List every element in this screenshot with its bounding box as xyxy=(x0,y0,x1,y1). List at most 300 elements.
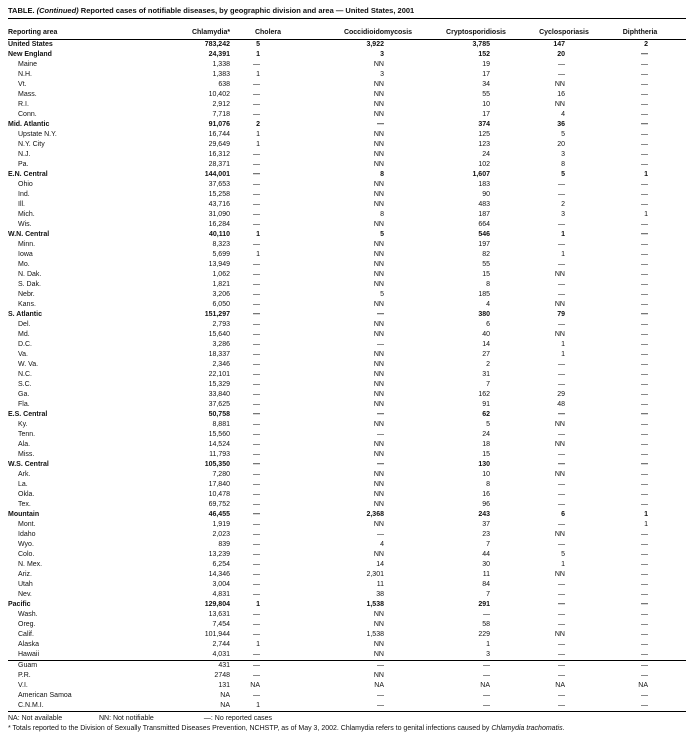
value-cell: — xyxy=(558,481,565,488)
table-row xyxy=(8,580,686,590)
value-cell: — xyxy=(641,321,648,328)
value-cell: 36 xyxy=(557,121,565,128)
value-cell: NN xyxy=(554,471,565,478)
reporting-area-cell: Maine xyxy=(18,61,38,68)
reporting-area-cell: Mo. xyxy=(18,261,30,268)
value-cell: — xyxy=(558,491,565,498)
reporting-area-cell: Va. xyxy=(18,351,28,358)
table-row xyxy=(8,570,686,580)
value-cell: — xyxy=(641,91,648,98)
value-cell: 2,912 xyxy=(212,101,230,108)
value-cell: 3 xyxy=(380,51,384,58)
value-cell: 1 xyxy=(644,511,648,518)
reporting-area-cell: C.N.M.I. xyxy=(18,702,44,709)
value-cell: — xyxy=(641,101,648,108)
value-cell: — xyxy=(253,171,260,178)
value-cell: 1 xyxy=(561,251,565,258)
value-cell: — xyxy=(641,241,648,248)
footnote-period: . xyxy=(562,725,565,732)
value-cell: — xyxy=(641,341,648,348)
value-cell: 2,744 xyxy=(212,641,230,648)
value-cell: 8 xyxy=(561,161,565,168)
value-cell: — xyxy=(641,131,648,138)
reporting-area-cell: P.R. xyxy=(18,672,31,679)
value-cell: 11,793 xyxy=(209,451,230,458)
reporting-area-cell: New England xyxy=(8,51,52,58)
reporting-area-cell: Fla. xyxy=(18,401,30,408)
reporting-area-cell: Conn. xyxy=(18,111,37,118)
value-cell: — xyxy=(253,371,260,378)
value-cell: 1,338 xyxy=(212,61,230,68)
table-row xyxy=(8,80,686,90)
table-row xyxy=(8,460,686,470)
table-row xyxy=(8,160,686,170)
value-cell: 101,944 xyxy=(204,631,230,638)
value-cell: — xyxy=(641,191,648,198)
value-cell: 123 xyxy=(478,141,490,148)
table-row xyxy=(8,360,686,370)
value-cell: 1 xyxy=(644,211,648,218)
value-cell: NN xyxy=(554,101,565,108)
value-cell: — xyxy=(641,251,648,258)
value-cell: — xyxy=(641,281,648,288)
value-cell: NN xyxy=(373,151,384,158)
value-cell: NN xyxy=(373,91,384,98)
col-header-coccidioidomycosis: Coccidioidomycosis xyxy=(343,29,413,36)
table-row xyxy=(8,450,686,460)
value-cell: NA xyxy=(220,692,230,699)
value-cell: NN xyxy=(373,381,384,388)
value-cell: 69,752 xyxy=(208,501,230,508)
col-header-diphtheria: Diphtheria xyxy=(622,29,658,36)
value-cell: 4,031 xyxy=(212,651,230,658)
value-cell: NN xyxy=(373,611,384,618)
value-cell: — xyxy=(253,291,260,298)
column-header-row xyxy=(8,19,686,40)
table-row xyxy=(8,290,686,300)
table-row xyxy=(8,220,686,230)
value-cell: 15,560 xyxy=(208,431,230,438)
value-cell: 1 xyxy=(256,141,260,148)
value-cell: — xyxy=(558,692,565,699)
table-title-text: Reported cases of notifiable diseases, by geographic division and area — United States, 2001 xyxy=(78,6,415,15)
table-row xyxy=(8,280,686,290)
value-cell: — xyxy=(641,662,648,669)
value-cell: NN xyxy=(373,261,384,268)
value-cell: 44 xyxy=(482,551,490,558)
table-row xyxy=(8,390,686,400)
table-row xyxy=(8,330,686,340)
value-cell: — xyxy=(483,662,490,669)
table-row xyxy=(8,120,686,130)
value-cell: — xyxy=(253,101,260,108)
value-cell: — xyxy=(558,181,565,188)
table-row xyxy=(8,681,686,691)
value-cell: NN xyxy=(373,621,384,628)
reporting-area-cell: La. xyxy=(18,481,28,488)
value-cell: NA xyxy=(250,682,260,689)
reporting-area-cell: Vt. xyxy=(18,81,27,88)
value-cell: 3,004 xyxy=(212,581,230,588)
table-row xyxy=(8,380,686,390)
table-row xyxy=(8,691,686,701)
reporting-area-cell: Hawaii xyxy=(18,651,40,658)
reporting-area-cell: Pacific xyxy=(8,601,31,608)
value-cell: NN xyxy=(373,421,384,428)
value-cell: — xyxy=(253,621,260,628)
value-cell: 84 xyxy=(482,581,490,588)
reporting-area-cell: Upstate N.Y. xyxy=(18,131,57,138)
value-cell: 129,804 xyxy=(204,601,230,608)
table-row xyxy=(8,550,686,560)
reporting-area-cell: Mass. xyxy=(18,91,37,98)
reporting-area-cell: Nev. xyxy=(18,591,32,598)
value-cell: 34 xyxy=(482,81,490,88)
value-cell: 151,297 xyxy=(204,311,230,318)
value-cell: 243 xyxy=(478,511,490,518)
value-cell: NN xyxy=(373,401,384,408)
value-cell: NN xyxy=(373,181,384,188)
value-cell: — xyxy=(253,341,260,348)
value-cell: — xyxy=(253,271,260,278)
value-cell: 2 xyxy=(486,361,490,368)
table-row xyxy=(8,200,686,210)
reporting-area-cell: N. Mex. xyxy=(18,561,43,568)
footnote-text: * Totals reported to the Division of Sexually Transmitted Diseases Prevention, NCHSTP, as of May 3, 2002. Chlamydia refers to genital infections caused by xyxy=(8,725,492,732)
reporting-area-cell: Colo. xyxy=(18,551,35,558)
table-row xyxy=(8,180,686,190)
value-cell: — xyxy=(641,451,648,458)
value-cell: 431 xyxy=(218,662,230,669)
value-cell: 185 xyxy=(478,291,490,298)
value-cell: 4 xyxy=(486,301,490,308)
reporting-area-cell: Utah xyxy=(18,581,33,588)
value-cell: — xyxy=(253,351,260,358)
value-cell: NN xyxy=(373,551,384,558)
value-cell: — xyxy=(377,121,384,128)
reporting-area-cell: Minn. xyxy=(18,241,36,248)
table-row xyxy=(8,701,686,712)
value-cell: 1 xyxy=(256,251,260,258)
value-cell: — xyxy=(558,651,565,658)
value-cell: 291 xyxy=(478,601,490,608)
value-cell: 2,346 xyxy=(212,361,230,368)
value-cell: NN xyxy=(554,81,565,88)
value-cell: NN xyxy=(373,201,384,208)
value-cell: — xyxy=(483,611,490,618)
reporting-area-cell: Del. xyxy=(18,321,31,328)
value-cell: 40,110 xyxy=(208,231,230,238)
value-cell: — xyxy=(253,161,260,168)
footnote xyxy=(8,724,686,734)
reporting-area-cell: Mont. xyxy=(18,521,36,528)
value-cell: — xyxy=(641,692,648,699)
table-row xyxy=(8,140,686,150)
value-cell: 58 xyxy=(482,621,490,628)
value-cell: NN xyxy=(373,111,384,118)
reporting-area-cell: Md. xyxy=(18,331,30,338)
value-cell: — xyxy=(558,261,565,268)
value-cell: NN xyxy=(373,131,384,138)
value-cell: — xyxy=(377,692,384,699)
value-cell: — xyxy=(641,71,648,78)
value-cell: 15,258 xyxy=(208,191,230,198)
value-cell: — xyxy=(641,61,648,68)
value-cell: NN xyxy=(554,631,565,638)
value-cell: — xyxy=(641,331,648,338)
value-cell: NA xyxy=(220,702,230,709)
value-cell: 14 xyxy=(376,561,384,568)
table-row xyxy=(8,560,686,570)
value-cell: 162 xyxy=(478,391,490,398)
value-cell: 3,785 xyxy=(472,41,490,48)
value-cell: 18,337 xyxy=(208,351,230,358)
value-cell: 2,301 xyxy=(366,571,384,578)
value-cell: — xyxy=(253,321,260,328)
value-cell: 1 xyxy=(256,702,260,709)
col-header-cryptosporidiosis: Cryptosporidiosis xyxy=(446,29,506,36)
value-cell: — xyxy=(641,141,648,148)
reporting-area-cell: N.Y. City xyxy=(18,141,45,148)
value-cell: — xyxy=(377,531,384,538)
value-cell: 125 xyxy=(478,131,490,138)
table-row xyxy=(8,50,686,60)
value-cell: — xyxy=(641,301,648,308)
value-cell: 16,312 xyxy=(208,151,230,158)
table-row xyxy=(8,540,686,550)
reporting-area-cell: Ky. xyxy=(18,421,28,428)
value-cell: 33,840 xyxy=(208,391,230,398)
value-cell: NN xyxy=(373,191,384,198)
table-row xyxy=(8,270,686,280)
reporting-area-cell: United States xyxy=(8,41,53,48)
value-cell: 229 xyxy=(478,631,490,638)
value-cell: 10,402 xyxy=(208,91,230,98)
value-cell: — xyxy=(377,702,384,709)
value-cell: 3 xyxy=(561,211,565,218)
reporting-area-cell: S.C. xyxy=(18,381,32,388)
reporting-area-cell: Pa. xyxy=(18,161,29,168)
value-cell: — xyxy=(253,531,260,538)
reporting-area-cell: Wyo. xyxy=(18,541,34,548)
reporting-area-cell: Mountain xyxy=(8,511,40,518)
value-cell: 46,455 xyxy=(208,511,230,518)
value-cell: — xyxy=(641,401,648,408)
value-cell: — xyxy=(253,631,260,638)
value-cell: NN xyxy=(373,161,384,168)
value-cell: — xyxy=(253,81,260,88)
value-cell: — xyxy=(641,261,648,268)
value-cell: — xyxy=(641,641,648,648)
footnote-species-italic: Chlamydia trachomatis xyxy=(491,725,563,732)
value-cell: — xyxy=(253,361,260,368)
value-cell: — xyxy=(641,461,648,468)
table-title xyxy=(8,6,686,19)
table-row xyxy=(8,510,686,520)
value-cell: 55 xyxy=(482,91,490,98)
value-cell: — xyxy=(253,191,260,198)
value-cell: — xyxy=(377,311,384,318)
value-cell: 3 xyxy=(561,151,565,158)
value-cell: — xyxy=(641,621,648,628)
table-row xyxy=(8,210,686,220)
value-cell: NN xyxy=(373,241,384,248)
territory-rows xyxy=(8,661,686,712)
value-cell: 30 xyxy=(482,561,490,568)
reporting-area-cell: W. Va. xyxy=(18,361,39,368)
value-cell: 15 xyxy=(482,451,490,458)
reporting-area-cell: Okla. xyxy=(18,491,35,498)
value-cell: 1 xyxy=(256,231,260,238)
table-row xyxy=(8,530,686,540)
value-cell: — xyxy=(641,471,648,478)
value-cell: — xyxy=(558,461,565,468)
value-cell: — xyxy=(377,431,384,438)
value-cell: — xyxy=(558,191,565,198)
value-cell: 5,699 xyxy=(212,251,230,258)
value-cell: — xyxy=(641,501,648,508)
value-cell: 7 xyxy=(486,381,490,388)
value-cell: — xyxy=(253,301,260,308)
value-cell: NN xyxy=(373,141,384,148)
value-cell: 2,368 xyxy=(366,511,384,518)
value-cell: 7,718 xyxy=(212,111,230,118)
value-cell: 31,090 xyxy=(208,211,230,218)
value-cell: 29,649 xyxy=(208,141,230,148)
value-cell: — xyxy=(558,381,565,388)
value-cell: — xyxy=(641,421,648,428)
table-row xyxy=(8,350,686,360)
reporting-area-cell: S. Dak. xyxy=(18,281,41,288)
reporting-area-cell: W.S. Central xyxy=(8,461,49,468)
value-cell: 839 xyxy=(218,541,230,548)
value-cell: — xyxy=(253,241,260,248)
value-cell: — xyxy=(558,361,565,368)
value-cell: 664 xyxy=(478,221,490,228)
value-cell: 10,478 xyxy=(208,491,230,498)
value-cell: 17 xyxy=(482,111,490,118)
reporting-area-cell: V.I. xyxy=(18,682,28,689)
value-cell: — xyxy=(641,601,648,608)
value-cell: — xyxy=(483,692,490,699)
value-cell: — xyxy=(641,111,648,118)
value-cell: 1 xyxy=(256,601,260,608)
value-cell: 55 xyxy=(482,261,490,268)
col-header-chlamydia: Chlamydia* xyxy=(191,29,231,36)
value-cell: — xyxy=(558,221,565,228)
value-cell: NN xyxy=(554,531,565,538)
table-row xyxy=(8,590,686,600)
value-cell: — xyxy=(253,401,260,408)
value-cell: — xyxy=(641,631,648,638)
value-cell: 144,001 xyxy=(204,171,230,178)
value-cell: 38 xyxy=(376,591,384,598)
reporting-area-cell: E.S. Central xyxy=(8,411,48,418)
reporting-area-cell: Calif. xyxy=(18,631,34,638)
value-cell: — xyxy=(641,351,648,358)
value-cell: 15,329 xyxy=(208,381,230,388)
table-row xyxy=(8,420,686,430)
table-row xyxy=(8,250,686,260)
legend-na: NA: Not available xyxy=(8,715,63,722)
table-row xyxy=(8,70,686,80)
reporting-area-cell: Mid. Atlantic xyxy=(8,121,50,128)
value-cell: 10 xyxy=(482,471,490,478)
value-cell: — xyxy=(253,261,260,268)
value-cell: NN xyxy=(373,501,384,508)
value-cell: NN xyxy=(373,321,384,328)
value-cell: NA xyxy=(480,682,490,689)
value-cell: — xyxy=(558,621,565,628)
value-cell: NN xyxy=(373,61,384,68)
value-cell: 90 xyxy=(482,191,490,198)
value-cell: 6 xyxy=(486,321,490,328)
value-cell: 1 xyxy=(256,51,260,58)
value-cell: 8,881 xyxy=(212,421,230,428)
value-cell: 7 xyxy=(486,541,490,548)
reporting-area-cell: Ohio xyxy=(18,181,33,188)
value-cell: — xyxy=(641,431,648,438)
table-row xyxy=(8,240,686,250)
reporting-area-cell: Ariz. xyxy=(18,571,32,578)
value-cell: 3,206 xyxy=(212,291,230,298)
value-cell: 2 xyxy=(644,41,648,48)
value-cell: — xyxy=(253,221,260,228)
value-cell: NN xyxy=(373,271,384,278)
value-cell: 1,383 xyxy=(212,71,230,78)
value-cell: 6,050 xyxy=(212,301,230,308)
value-cell: NN xyxy=(373,481,384,488)
table-row xyxy=(8,400,686,410)
value-cell: NN xyxy=(373,221,384,228)
value-cell: 7,454 xyxy=(212,621,230,628)
reporting-area-cell: American Samoa xyxy=(18,692,72,699)
value-cell: — xyxy=(253,201,260,208)
value-cell: — xyxy=(641,591,648,598)
value-cell: — xyxy=(641,161,648,168)
value-cell: — xyxy=(641,672,648,679)
value-cell: — xyxy=(253,651,260,658)
value-cell: — xyxy=(558,641,565,648)
disease-table xyxy=(8,40,686,712)
value-cell: — xyxy=(558,431,565,438)
reporting-area-cell: Ala. xyxy=(18,441,31,448)
col-header-cholera: Cholera xyxy=(254,29,282,36)
reporting-area-cell: S. Atlantic xyxy=(8,311,42,318)
value-cell: — xyxy=(253,481,260,488)
value-cell: — xyxy=(558,702,565,709)
value-cell: 16 xyxy=(557,91,565,98)
value-cell: 483 xyxy=(478,201,490,208)
value-cell: 1 xyxy=(561,561,565,568)
legend-row xyxy=(8,714,686,724)
value-cell: — xyxy=(377,411,384,418)
value-cell: — xyxy=(641,81,648,88)
value-cell: 1 xyxy=(256,641,260,648)
value-cell: — xyxy=(253,662,260,669)
value-cell: 91,076 xyxy=(208,121,230,128)
table-row xyxy=(8,90,686,100)
value-cell: 5 xyxy=(561,131,565,138)
value-cell: — xyxy=(253,441,260,448)
value-cell: NN xyxy=(373,351,384,358)
value-cell: 2 xyxy=(561,201,565,208)
value-cell: — xyxy=(641,391,648,398)
value-cell: — xyxy=(558,501,565,508)
value-cell: 374 xyxy=(478,121,490,128)
reporting-area-cell: Tex. xyxy=(18,501,31,508)
value-cell: — xyxy=(641,201,648,208)
